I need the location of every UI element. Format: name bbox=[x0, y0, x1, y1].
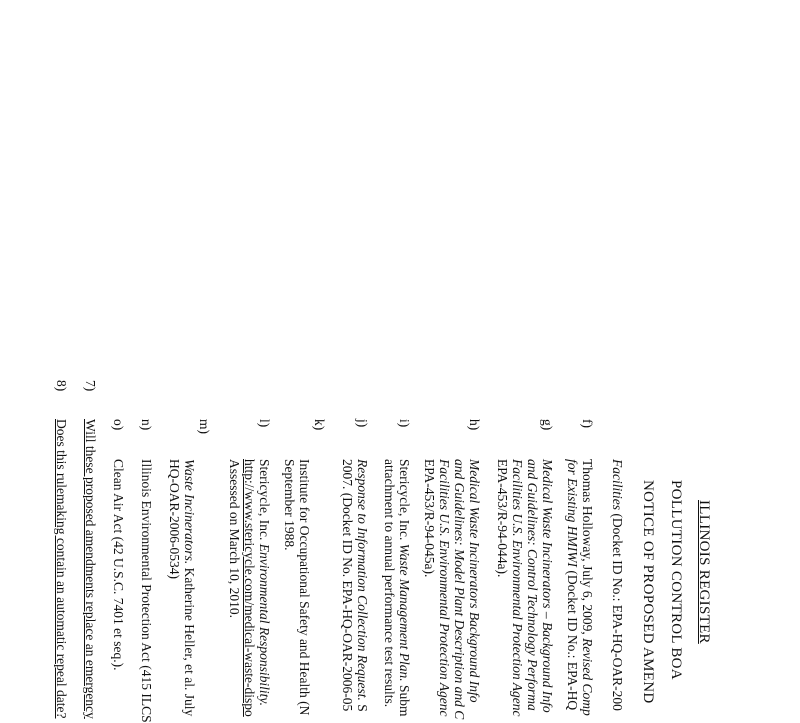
item-m-label: m) bbox=[197, 419, 212, 434]
item-h-line3: Facilities U.S. Environmental Protection Agenc bbox=[437, 459, 452, 717]
item-j-line2: 2007. (Docket ID No. EPA-HQ-OAR-2006-05 bbox=[340, 459, 355, 712]
item-j-line1: Response to Information Collection Request. S bbox=[355, 459, 370, 712]
journal-title: ILLINOIS REGISTER bbox=[696, 500, 712, 644]
item-g-line1: Medical Waste Incinerators – Background Info bbox=[540, 459, 555, 713]
item-n-text: Illinois Environmental Protection Act (415 ILCS bbox=[139, 459, 154, 723]
item-n-label: n) bbox=[139, 419, 154, 431]
item-i-line1: Stericycle, Inc. Waste Management Plan. Subm bbox=[397, 459, 412, 717]
item-g-line2: and Guidelines: Control Technology Performa bbox=[525, 459, 540, 711]
item-m-line2: Waste Incinerators. Katherine Heller, et al. July bbox=[182, 459, 197, 717]
item-k-line3: September 1988. bbox=[282, 459, 297, 551]
question-7-text: Will these proposed amendments replace an emergency bbox=[83, 419, 98, 719]
item-h-label: h) bbox=[467, 419, 482, 431]
item-i-label: i) bbox=[397, 419, 412, 428]
item-l-label: l) bbox=[257, 419, 272, 428]
item-l-line1: Stericycle, Inc. Environmental Responsibility. bbox=[257, 459, 272, 706]
question-8-label: 8) bbox=[54, 380, 69, 392]
item-f-line2: for Existing HMIWI (Docket ID No.: EPA-HQ bbox=[565, 459, 580, 711]
item-l-link[interactable]: http://www.stericycle.com/medical-waste-dispo bbox=[242, 459, 257, 717]
board-name: POLLUTION CONTROL BOA bbox=[668, 480, 684, 680]
item-h-line1: Medical Waste Incinerators Background Info bbox=[467, 459, 482, 703]
item-l-line3: Assessed on March 10, 2010. bbox=[227, 459, 242, 618]
item-g-line3: Facilities U.S. Environmental Protection Agenc bbox=[510, 459, 525, 717]
item-i-line2: attachment to annual performance test results. bbox=[382, 459, 397, 708]
item-h-line2: and Guidelines: Model Plant Description and C bbox=[452, 459, 467, 720]
item-m-line3: HQ-OAR-2006-0534) bbox=[167, 459, 182, 579]
question-7-label: 7) bbox=[83, 380, 98, 392]
item-g-line4: EPA-453/R-94-044a). bbox=[495, 459, 510, 578]
item-k-line2: Institute for Occupational Safety and Health (N bbox=[297, 459, 312, 716]
item-o-label: o) bbox=[111, 419, 126, 431]
facilities-continuation: Facilities (Docket ID No.: EPA-HQ-OAR-200 bbox=[610, 459, 625, 711]
question-8-text: Does this rulemaking contain an automatic repeal date? bbox=[54, 419, 69, 719]
item-o-text: Clean Air Act (42 U.S.C. 7401 et seq.). bbox=[111, 459, 126, 671]
item-h-line4: EPA-453/R-94-045a). bbox=[422, 459, 437, 578]
item-f-label: f) bbox=[580, 419, 595, 428]
item-j-label: j) bbox=[355, 419, 370, 428]
item-f-line1: Thomas Holloway, July 6, 2009, Revised Comp bbox=[580, 459, 595, 716]
notice-heading: NOTICE OF PROPOSED AMEND bbox=[640, 480, 656, 704]
item-g-label: g) bbox=[540, 419, 555, 431]
item-k-label: k) bbox=[312, 419, 327, 431]
